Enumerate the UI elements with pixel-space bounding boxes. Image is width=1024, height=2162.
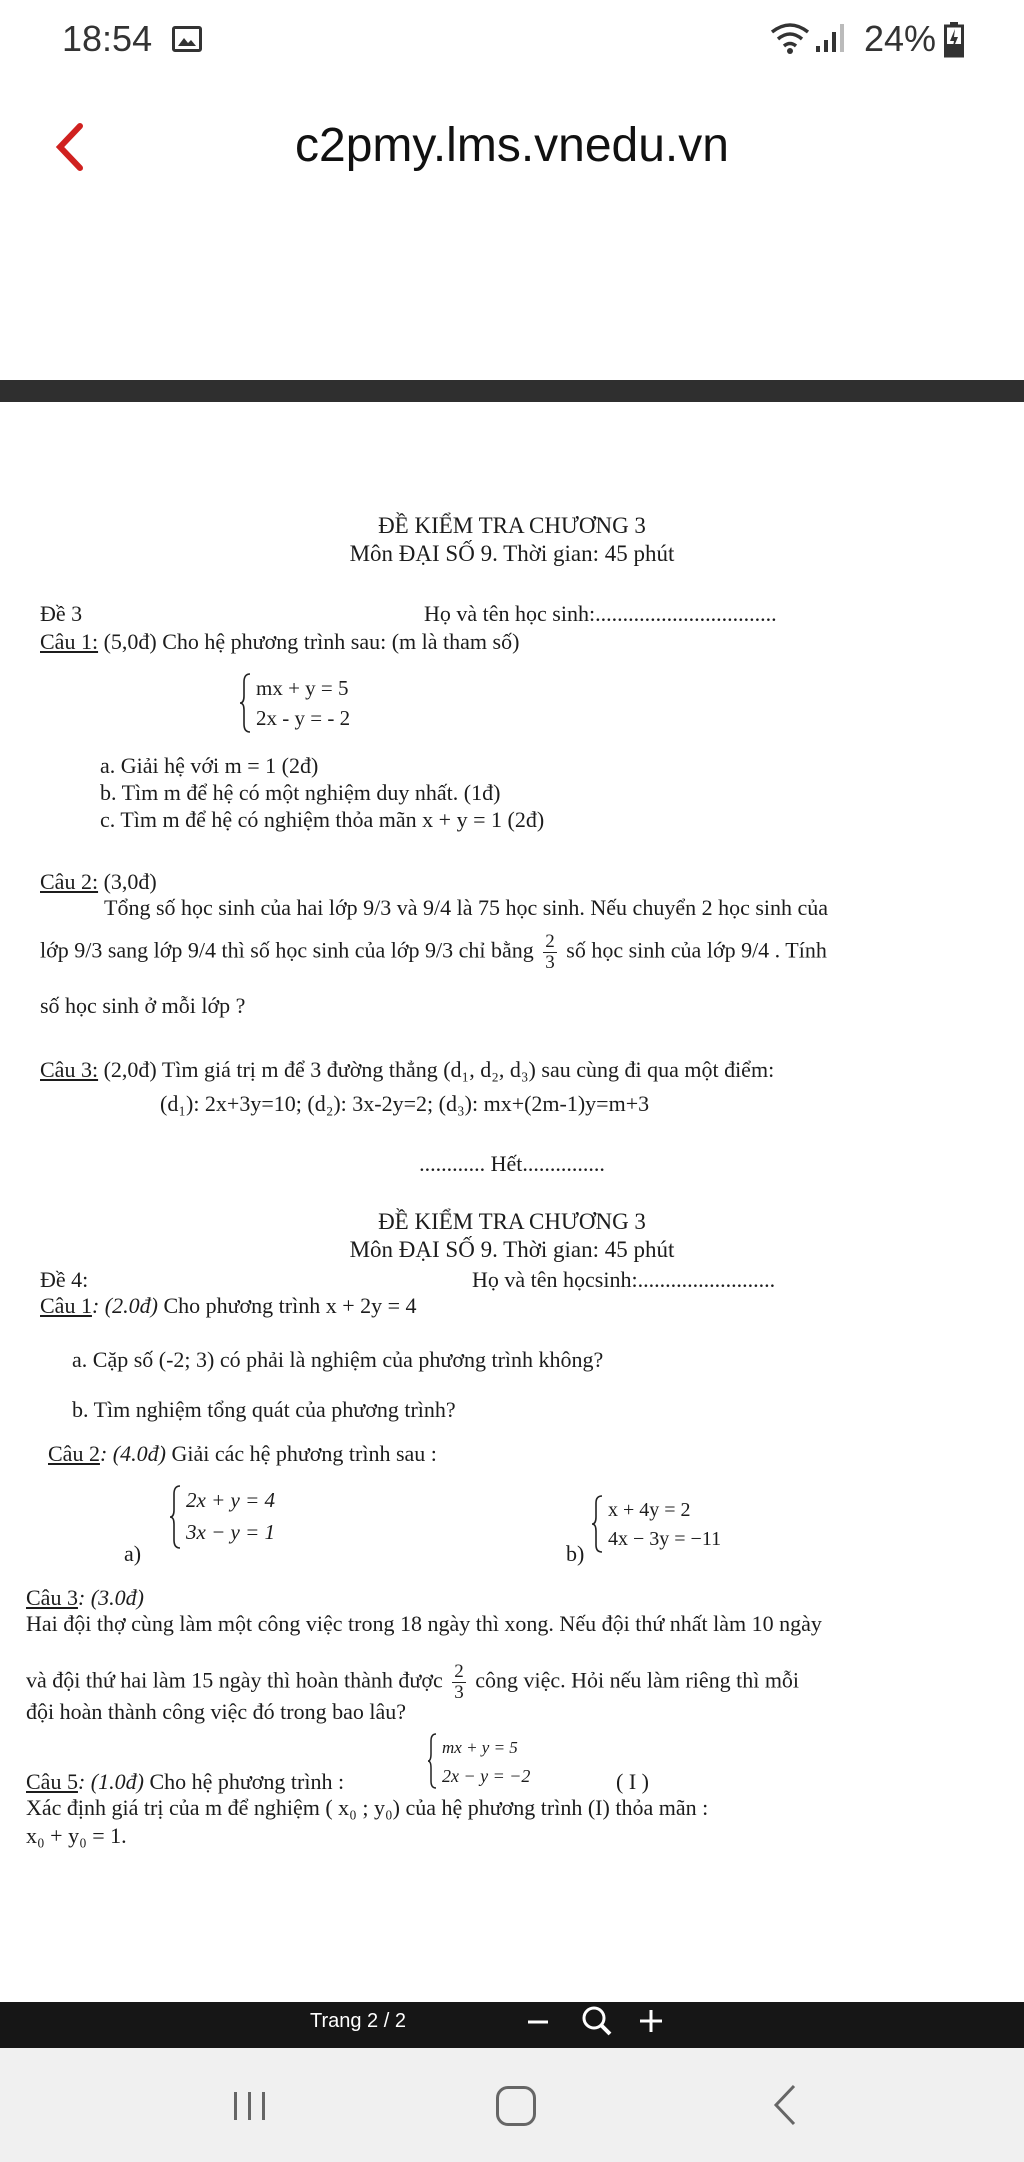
exam1-q2-frac-num: 2 <box>545 931 555 952</box>
battery-percent: 24% <box>864 18 937 59</box>
exam2-q3-line2b: công việc. Hỏi nếu làm riêng thì mỗi <box>475 1667 800 1693</box>
image-notification-icon <box>172 26 202 52</box>
exam2-q2b-eq2: 4x − 3y = −11 <box>608 1528 722 1550</box>
exam1-q1 <box>40 628 519 656</box>
exam2-q5-points: : (1.0đ) <box>77 1769 144 1794</box>
exam2-q1-a: a. Cặp số (-2; 3) có phải là nghiệm của phương trình không? <box>72 1347 604 1372</box>
exam1-subtitle: Môn ĐẠI SỐ 9. Thời gian: 45 phút <box>349 541 675 566</box>
exam1-title: ĐỀ KIỂM TRA CHƯƠNG 3 <box>378 513 646 538</box>
exam1-q2-line2a: lớp 9/3 sang lớp 9/4 thì số học sinh của lớp 9/3 chỉ bằng <box>40 937 534 963</box>
exam2-q5-eq1: mx + y = 5 <box>442 1738 518 1757</box>
exam1-end: ............ Hết............... <box>419 1151 605 1176</box>
exam1-q1-eq1: mx + y = 5 <box>256 676 349 700</box>
page-url: c2pmy.lms.vnedu.vn <box>295 119 729 172</box>
exam2-q3-frac-den: 3 <box>454 1682 464 1703</box>
exam2-q3-line2a: và đội thứ hai làm 15 ngày thì hoàn thành được <box>26 1667 443 1693</box>
exam2-q1-label: Câu 1 <box>40 1293 92 1318</box>
wifi-icon <box>770 20 810 56</box>
exam1-q2-points: (3,0đ) <box>98 869 157 894</box>
exam2-q5-eq2: 2x − y = −2 <box>442 1766 531 1786</box>
exam1-q2-line2 <box>40 932 827 973</box>
exam2-q1 <box>40 1292 417 1320</box>
page-indicator: Trang 2 / 2 <box>310 2010 406 2032</box>
exam2-q2a-eq2: 3x − y = 1 <box>186 1520 275 1544</box>
exam2-q3 <box>26 1584 144 1612</box>
exam1-q3 <box>40 1056 774 1084</box>
exam2-q5 <box>26 1768 344 1796</box>
exam1-q2-frac-den: 3 <box>545 952 555 973</box>
exam1-q2-fraction <box>543 932 557 973</box>
zoom-search-icon[interactable] <box>580 2004 614 2038</box>
exam1-q2-line2b: số học sinh của lớp 9/4 . Tính <box>566 937 827 963</box>
exam2-q1-text: Cho phương trình x + 2y = 4 <box>157 1293 417 1318</box>
zoom-in-button[interactable] <box>636 2006 666 2036</box>
exam2-q2-text: Giải các hệ phương trình sau : <box>165 1441 437 1466</box>
status-time: 18:54 <box>62 18 153 59</box>
exam2-q3-line3: đội hoàn thành công việc đó trong bao lâu? <box>26 1699 407 1724</box>
exam1-q3-text: (2,0đ) Tìm giá trị m để 3 đường thẳng (d₁, d₂, d₃) sau cùng đi qua một điểm: <box>98 1057 775 1082</box>
exam2-q5-line2: x₀ + y₀ = 1. <box>26 1823 127 1848</box>
exam2-q3-points: : (3.0đ) <box>77 1585 144 1610</box>
signal-icon <box>814 22 846 54</box>
exam2-q5-system <box>428 1732 588 1790</box>
exam2-q5-tag: ( I ) <box>616 1769 649 1794</box>
exam2-code: Đề 4: <box>40 1267 89 1292</box>
exam1-q1-text: (5,0đ) Cho hệ phương trình sau: (m là tham số) <box>98 629 520 654</box>
exam2-title: ĐỀ KIỂM TRA CHƯƠNG 3 <box>378 1209 646 1234</box>
exam1-q1-b: b. Tìm m để hệ có một nghiệm duy nhất. (1đ) <box>100 780 501 805</box>
exam1-q1-a: a. Giải hệ với m = 1 (2đ) <box>100 753 319 778</box>
battery-charging-icon <box>944 22 964 58</box>
exam1-q2-line3: số học sinh ở mỗi lớp ? <box>40 993 246 1018</box>
exam2-q2b-eq1: x + 4y = 2 <box>608 1499 691 1521</box>
exam2-q1-points: : (2.0đ) <box>91 1293 158 1318</box>
exam2-q3-line1: Hai đội thợ cùng làm một công việc trong 18 ngày thì xong. Nếu đội thứ nhất làm 10 ngày <box>26 1611 822 1636</box>
home-button[interactable] <box>496 2086 536 2126</box>
exam2-q3-fraction <box>452 1662 466 1703</box>
exam1-q2-line1: Tổng số học sinh của hai lớp 9/3 và 9/4 là 75 học sinh. Nếu chuyển 2 học sinh của <box>104 895 829 920</box>
exam2-q2a-eq1: 2x + y = 4 <box>186 1488 275 1512</box>
viewer-bottom-bar <box>0 2002 1024 2048</box>
exam2-q2 <box>48 1440 437 1468</box>
exam2-q2b-system <box>592 1494 792 1554</box>
exam1-q2-label: Câu 2: <box>40 869 99 894</box>
exam2-q3-label: Câu 3 <box>26 1585 78 1610</box>
exam1-student-name: Họ và tên học sinh:................................. <box>424 601 777 626</box>
exam2-q2a-system <box>170 1484 350 1550</box>
exam2-q2-label: Câu 2 <box>48 1441 100 1466</box>
exam1-q3-label: Câu 3: <box>40 1057 99 1082</box>
exam2-q5-line1: Xác định giá trị của m để nghiệm ( x₀ ; y₀) của hệ phương trình (I) thỏa mãn : <box>26 1795 709 1820</box>
recents-button[interactable] <box>228 2088 272 2124</box>
exam2-q3-frac-num: 2 <box>454 1661 464 1682</box>
nav-back-button[interactable] <box>770 2082 800 2128</box>
exam2-q5-label: Câu 5 <box>26 1769 78 1794</box>
exam1-q1-label: Câu 1: <box>40 629 99 654</box>
exam2-q1-b: b. Tìm nghiệm tổng quát của phương trình? <box>72 1397 456 1422</box>
exam2-q2a-label: a) <box>124 1541 142 1566</box>
zoom-out-button[interactable] <box>524 2008 552 2036</box>
exam2-q3-line2 <box>26 1662 799 1703</box>
exam2-subtitle: Môn ĐẠI SỐ 9. Thời gian: 45 phút <box>349 1237 675 1262</box>
exam2-q5-text: Cho hệ phương trình : <box>143 1769 345 1794</box>
exam2-student-name: Họ và tên họcsinh:......................... <box>472 1267 776 1292</box>
exam1-q1-system <box>240 672 420 734</box>
exam2-q2b-label: b) <box>566 1541 585 1566</box>
exam1-q1-eq2: 2x - y = - 2 <box>256 706 351 730</box>
exam1-code: Đề 3 <box>40 601 83 626</box>
exam1-q2 <box>40 868 157 896</box>
exam1-q3-lines: (d₁): 2x+3y=10; (d₂): 3x-2y=2; (d₃): mx+(2m-1)y=m+3 <box>160 1091 650 1116</box>
exam2-q2-points: : (4.0đ) <box>99 1441 166 1466</box>
exam1-q1-c: c. Tìm m để hệ có nghiệm thỏa mãn x + y = 1 (2đ) <box>100 807 545 832</box>
viewer-top-bar <box>0 380 1024 402</box>
